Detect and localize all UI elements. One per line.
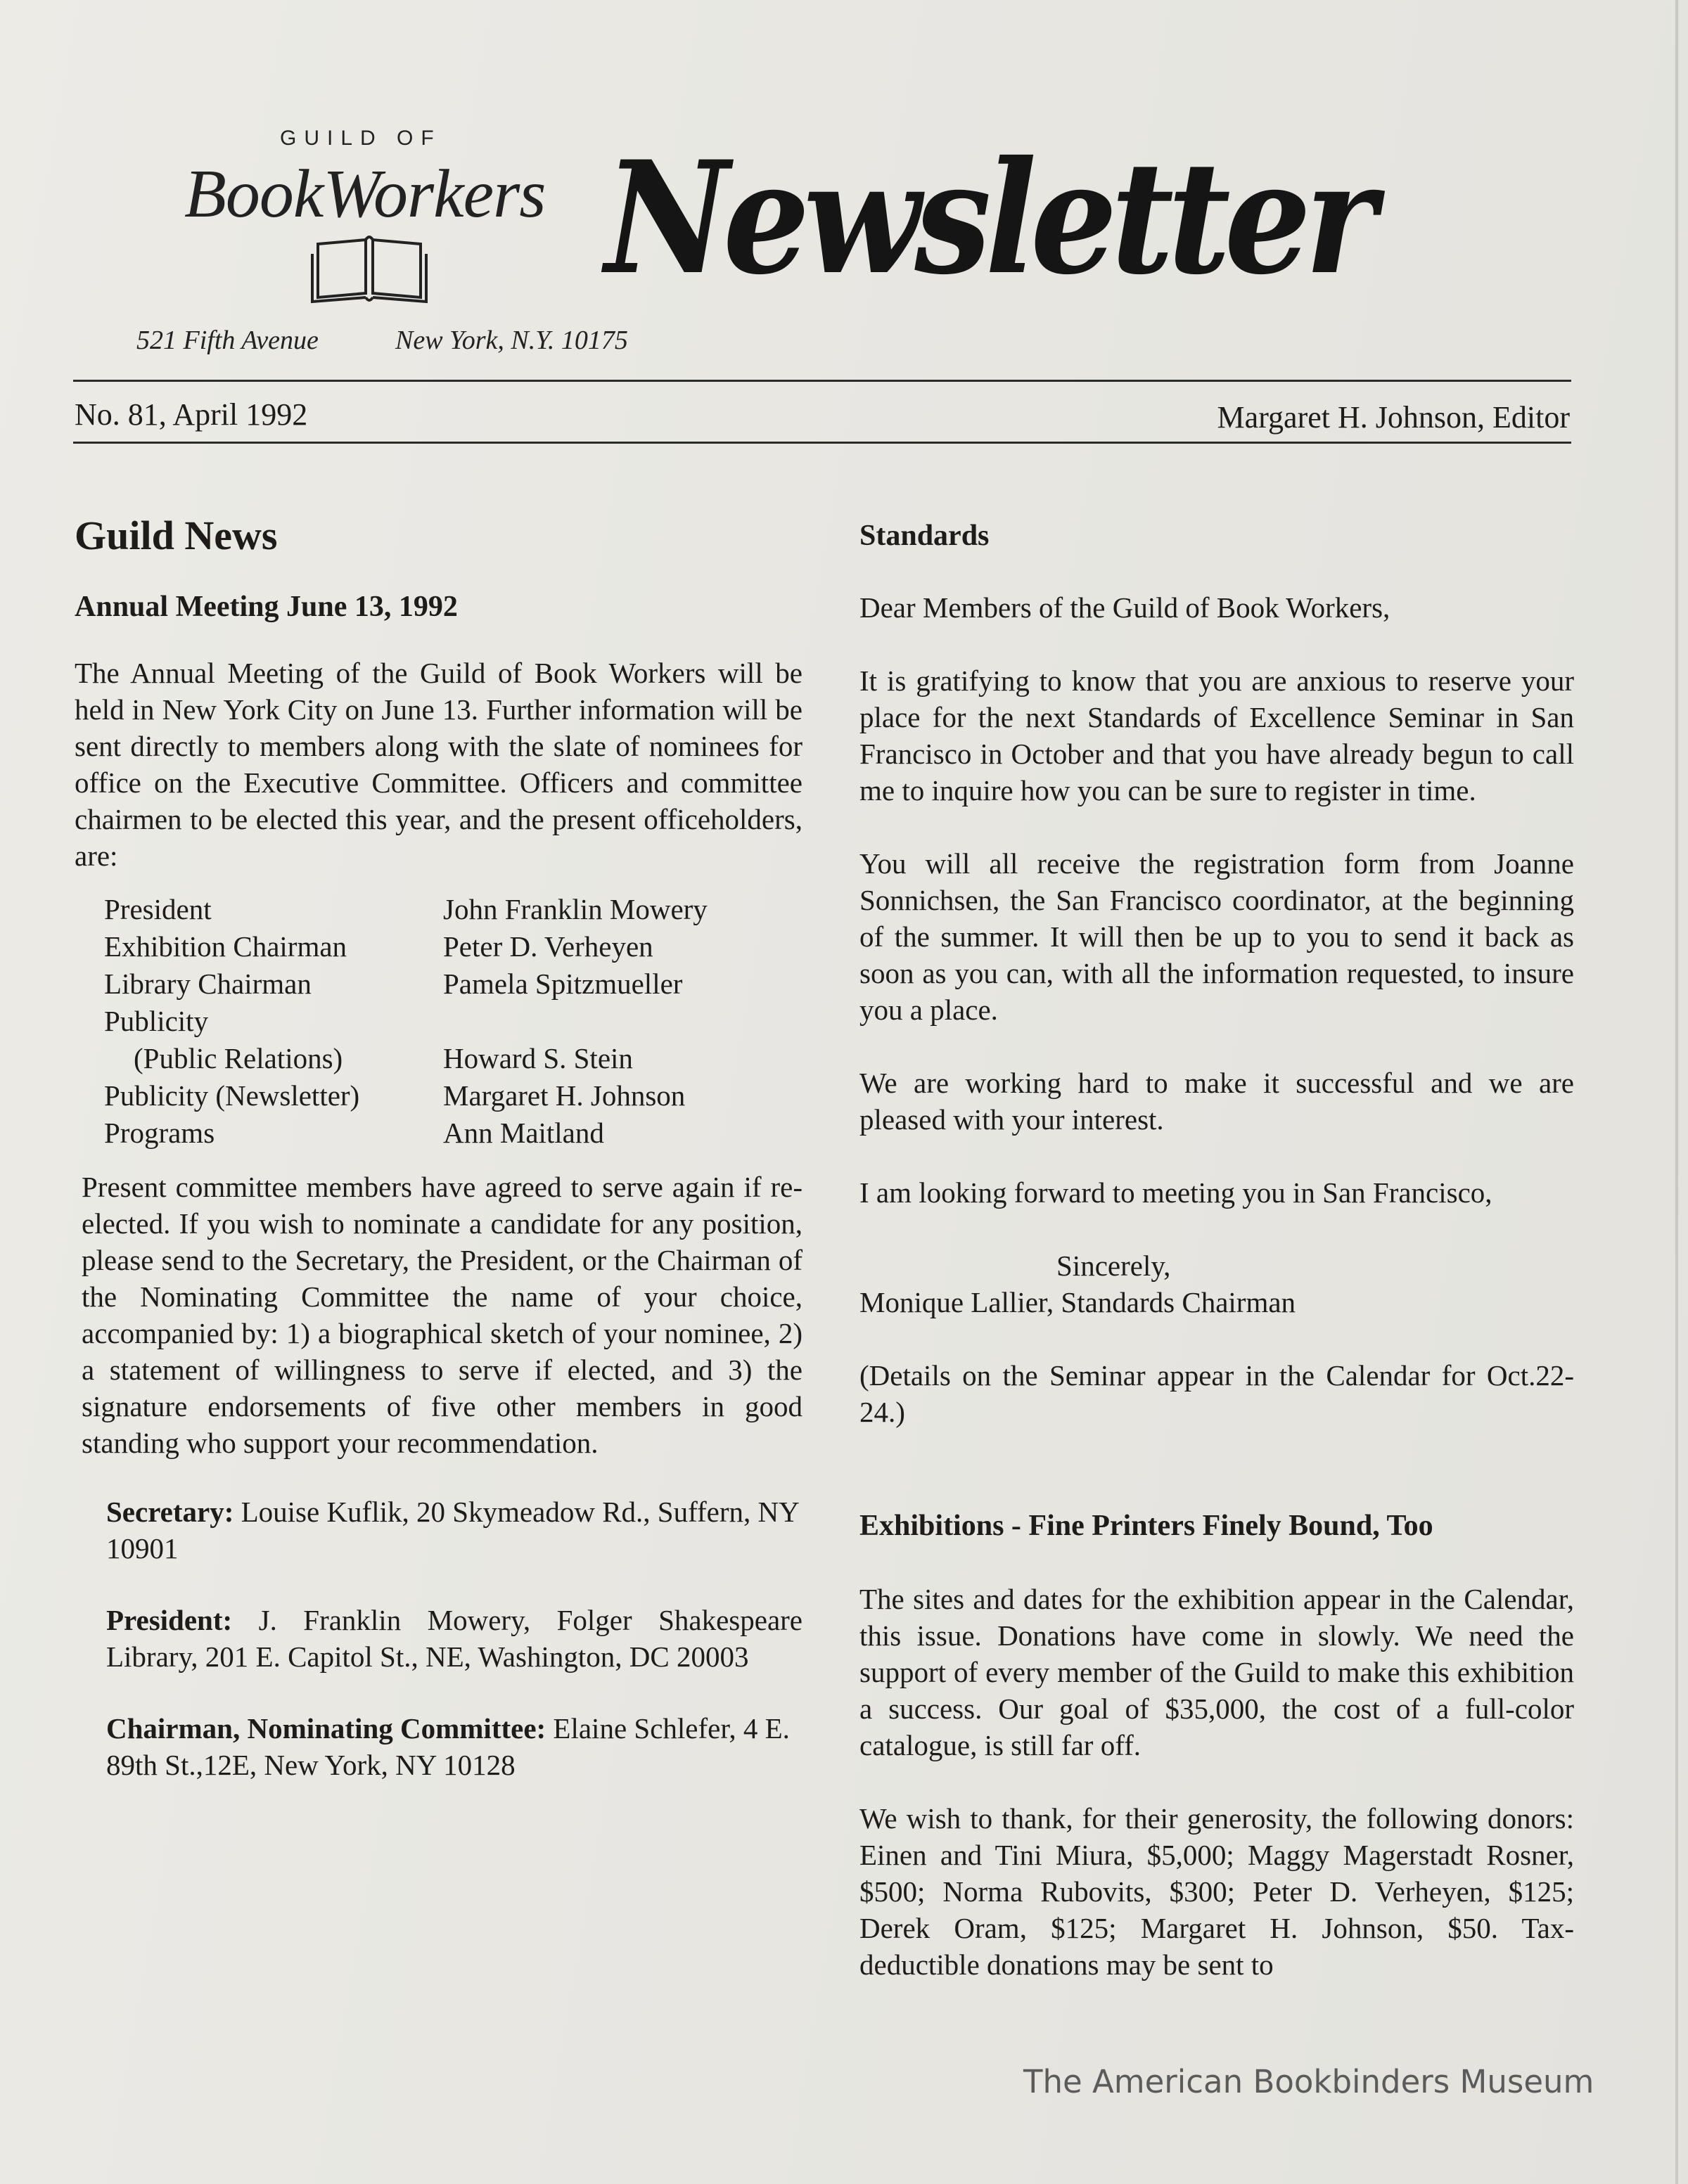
- guild-news-heading: Guild News: [75, 513, 278, 558]
- annual-meeting-paragraph: The Annual Meeting of the Guild of Book Workers will be held in New York City on June 13. Further information will be sent directly to members along with the slate of nominees for office on the Executive Committee. Officers and committee chairmen to be elected this year, and the present officeholders, are:: [75, 657, 803, 872]
- letter-salutation: Dear Members of the Guild of Book Workers,: [859, 591, 1390, 624]
- left-column: [75, 508, 803, 1783]
- exhibitions-paragraph-1: The sites and dates for the exhibition appear in the Calendar, this issue. Donations have come in slowly. We need the support of every member of the Guild to make this exhibition a success. Our goal of $35,000, the cost of a full-color catalogue, is still far off.: [859, 1583, 1574, 1761]
- right-column: [859, 508, 1574, 1983]
- table-row: Exhibition Chairman Peter D. Verheyen: [104, 930, 653, 963]
- guild-of-label: GUILD OF: [280, 127, 442, 150]
- table-row: (Public Relations) Howard S. Stein: [134, 1042, 633, 1074]
- standards-heading: Standards: [859, 520, 990, 552]
- address-street: 521 Fifth Avenue: [136, 326, 319, 355]
- letter-closing: Sincerely,: [1056, 1250, 1171, 1282]
- address-city: New York, N.Y. 10175: [395, 326, 628, 355]
- table-row: President John Franklin Mowery: [104, 893, 708, 925]
- table-row: Publicity: [104, 1005, 209, 1037]
- page-edge: [1675, 0, 1678, 2184]
- standards-paragraph-3: We are working hard to make it successful and we are pleased with your interest.: [859, 1067, 1574, 1136]
- newsletter-title: Newsletter: [605, 127, 1371, 309]
- secretary-contact: Secretary: Louise Kuflik, 20 Skymeadow Rd., Suffern, NY 10901: [106, 1496, 799, 1565]
- annual-meeting-heading: Annual Meeting June 13, 1992: [75, 591, 458, 623]
- table-row: Programs Ann Maitland: [104, 1117, 604, 1149]
- officers-table: [104, 891, 772, 1152]
- standards-paragraph-2: You will all receive the registration form from Joanne Sonnichsen, the San Francisco coordinator, at the beginning of the summer. It will then be up to you to send it back as soon as you can, with all the information requested, to insure you a place.: [859, 847, 1574, 1026]
- table-row: Library Chairman Pamela Spitzmueller: [104, 968, 683, 1000]
- nomination-paragraph: Present committee members have agreed to serve again if re-elected. If you wish to nominate a candidate for any position, please send to the Secretary, the President, or the Chairman of the Nominating Committee the name of your choice, accompanied by: 1) a biographical sketch of your nominee, 2) a statement of willingness to serve if elected, and 3) the signature endorsements of five other members in good standing who support your recommendation.: [82, 1171, 803, 1459]
- letter-signature: Monique Lallier, Standards Chairman: [859, 1286, 1296, 1318]
- standards-paragraph-4: I am looking forward to meeting you in San Francisco,: [859, 1176, 1492, 1209]
- open-book-icon: [309, 229, 429, 306]
- exhibitions-paragraph-2: We wish to thank, for their generosity, the following donors: Einen and Tini Miura, $5,000; Maggy Magerstadt Rosner, $500; Norma Rubovits, $300; Peter D. Verheyen, $125; Derek Oram, $125; Margaret H. Johnson, $50. Tax-deductible donations may be sent to: [859, 1802, 1574, 1981]
- nominating-chair-contact: Chairman, Nominating Committee: Elaine Schlefer, 4 E. 89th St.,12E, New York, NY 10128: [106, 1712, 790, 1781]
- museum-watermark: The American Bookbinders Museum: [1023, 2063, 1594, 2100]
- issue-number: No. 81, April 1992: [75, 397, 308, 432]
- bookworkers-logo-text: BookWorkers: [184, 156, 546, 232]
- masthead-rule-bottom: [73, 442, 1571, 444]
- editor-credit: Margaret H. Johnson, Editor: [1217, 400, 1570, 435]
- exhibitions-heading: Exhibitions - Fine Printers Finely Bound, Too: [859, 1510, 1433, 1542]
- standards-paragraph-1: It is gratifying to know that you are anxious to reserve your place for the next Standards of Excellence Seminar in San Francisco in October and that you have already begun to call me to inquire how you can be sure to register in time.: [859, 664, 1574, 807]
- masthead-rule-top: [73, 380, 1571, 382]
- seminar-details-note: (Details on the Seminar appear in the Calendar for Oct.22-24.): [859, 1359, 1574, 1428]
- president-contact: President: J. Franklin Mowery, Folger Shakespeare Library, 201 E. Capitol St., NE, Washington, DC 20003: [106, 1604, 803, 1673]
- table-row: Publicity (Newsletter) Margaret H. Johnson: [104, 1079, 686, 1112]
